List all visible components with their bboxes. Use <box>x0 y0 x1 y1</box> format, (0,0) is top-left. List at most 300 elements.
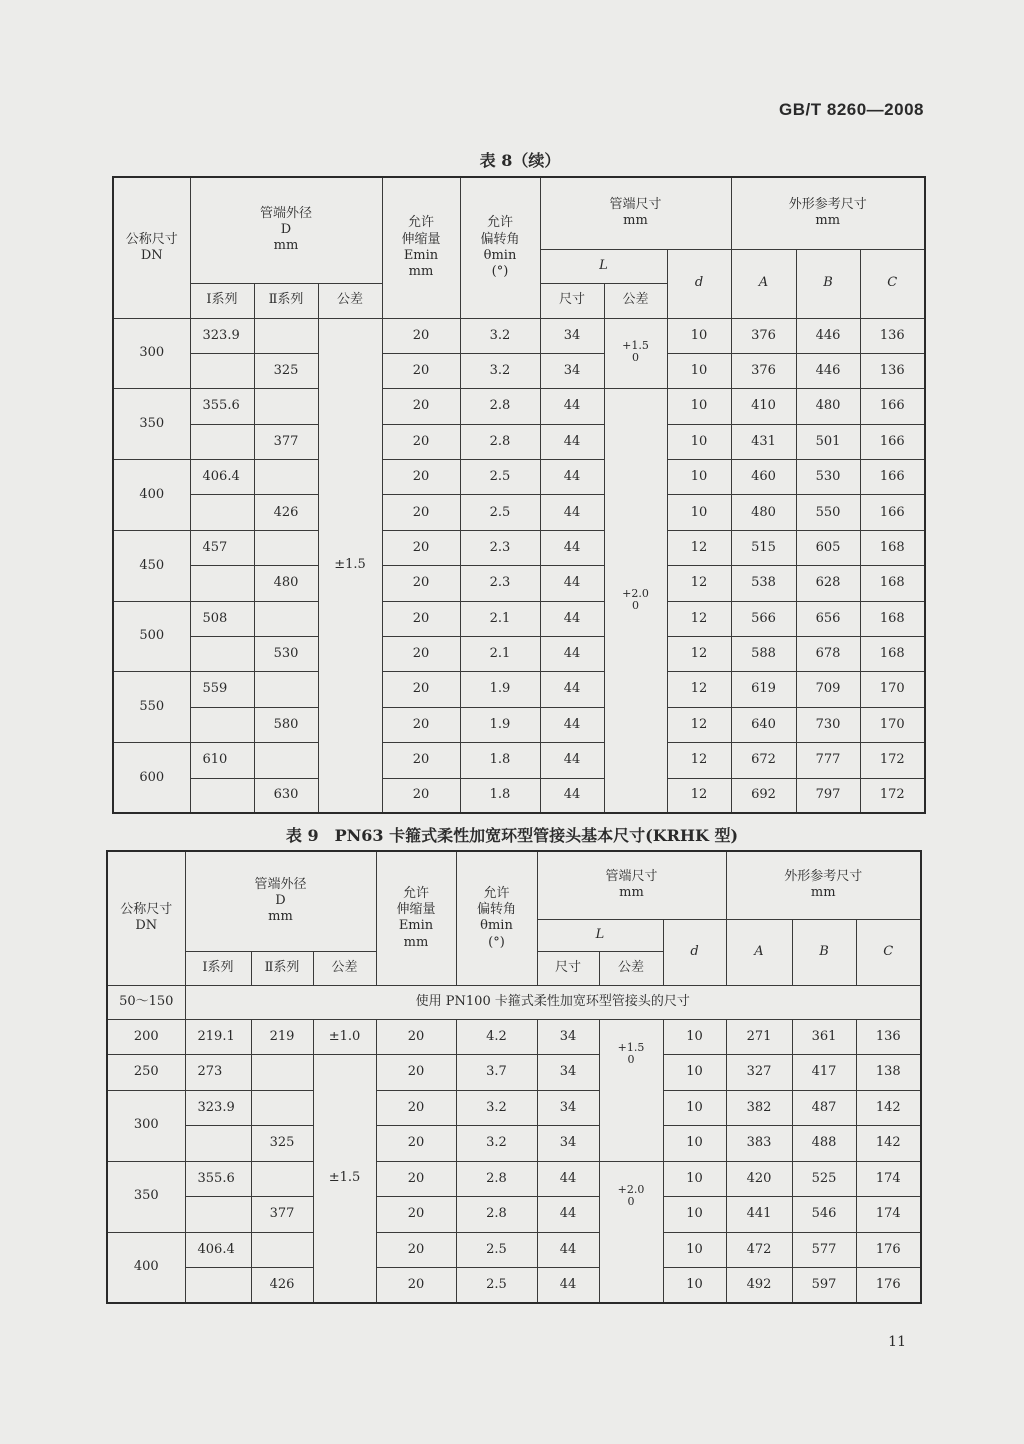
dn-cell: 400 <box>107 1232 185 1303</box>
table9 <box>106 850 922 1304</box>
B-cell: 797 <box>796 778 860 813</box>
series1-cell: 610 <box>190 743 254 778</box>
C-cell: 176 <box>856 1268 921 1304</box>
d-cell: 10 <box>663 1197 726 1233</box>
dn-cell: 250 <box>107 1055 185 1091</box>
deflection-cell: 2.5 <box>456 1232 537 1268</box>
B-cell: 525 <box>792 1161 856 1197</box>
L-size-cell: 44 <box>540 460 604 495</box>
header-pipe-end-line: mm <box>619 885 644 901</box>
header-outline-line: mm <box>810 885 836 901</box>
header-A: A <box>726 919 792 985</box>
header-outer-diameter-line: 管端外径 <box>259 205 312 221</box>
expansion-cell: 20 <box>382 601 460 636</box>
header-dn <box>107 851 185 985</box>
series2-cell <box>254 460 318 495</box>
span-row <box>107 985 921 1019</box>
expansion-cell: 20 <box>382 530 460 565</box>
C-cell: 138 <box>856 1055 921 1091</box>
L-size-cell: 44 <box>540 566 604 601</box>
d-cell: 10 <box>667 495 731 530</box>
series2-cell: 325 <box>254 353 318 388</box>
dn-cell: 450 <box>113 530 190 601</box>
deflection-cell: 1.9 <box>460 672 540 707</box>
standard-code: GB/T 8260—2008 <box>779 100 924 119</box>
d-cell: 10 <box>663 1126 726 1162</box>
B-cell: 417 <box>792 1055 856 1091</box>
L-tolerance-lower: 0 <box>632 351 639 365</box>
series2-cell: 325 <box>251 1126 313 1162</box>
header-dn <box>113 177 190 318</box>
header-deflection-line: 允许 <box>483 885 510 901</box>
L-size-cell: 44 <box>537 1268 599 1304</box>
dn-cell: 350 <box>107 1161 185 1232</box>
L-size-cell: 44 <box>540 495 604 530</box>
expansion-cell: 20 <box>382 743 460 778</box>
C-cell: 168 <box>860 601 925 636</box>
L-size-cell: 44 <box>540 530 604 565</box>
header-outer-diameter-line: 管端外径 <box>254 876 307 892</box>
series2-cell: 426 <box>254 495 318 530</box>
B-cell: 678 <box>796 637 860 672</box>
deflection-cell: 3.2 <box>460 353 540 388</box>
deflection-cell: 1.8 <box>460 778 540 813</box>
header-outer-diameter-line: mm <box>268 909 293 925</box>
series2-cell: 377 <box>251 1197 313 1233</box>
expansion-cell: 20 <box>382 637 460 672</box>
tolerance-cell: ±1.0 <box>313 1019 376 1055</box>
L-size-cell: 44 <box>540 778 604 813</box>
header-outline <box>726 851 921 919</box>
table-row <box>107 1197 921 1233</box>
table8 <box>112 176 926 814</box>
series1-cell: 457 <box>190 530 254 565</box>
series1-cell <box>190 566 254 601</box>
header-pipe-end-line: mm <box>623 213 648 229</box>
d-cell: 12 <box>667 530 731 565</box>
L-size-cell: 34 <box>540 318 604 353</box>
deflection-cell: 2.1 <box>460 637 540 672</box>
A-cell: 410 <box>731 389 796 424</box>
L-tolerance-value <box>618 1184 645 1208</box>
expansion-cell: 20 <box>382 318 460 353</box>
header-series2: Ⅱ系列 <box>251 951 313 985</box>
header-L-size: 尺寸 <box>540 283 604 318</box>
C-cell: 170 <box>860 672 925 707</box>
header-series1: Ⅰ系列 <box>190 283 254 318</box>
header-expansion-line: mm <box>403 934 429 950</box>
header-deflection-line: θmin <box>483 247 517 263</box>
header-dn-line: 公称尺寸 <box>120 902 173 917</box>
header-A: A <box>731 249 796 318</box>
B-cell: 605 <box>796 530 860 565</box>
table-row <box>113 743 925 778</box>
series2-cell <box>254 530 318 565</box>
L-tolerance-cell <box>599 1161 663 1303</box>
B-cell: 446 <box>796 353 860 388</box>
dn-cell: 550 <box>113 672 190 743</box>
deflection-cell: 2.5 <box>460 495 540 530</box>
deflection-cell: 2.5 <box>460 460 540 495</box>
table9-caption: 表 9 PN63 卡箍式柔性加宽环型管接头基本尺寸(KRHK 型) <box>285 826 739 845</box>
table-row <box>107 1126 921 1162</box>
series2-cell <box>254 672 318 707</box>
L-size-cell: 34 <box>537 1055 599 1091</box>
A-cell: 619 <box>731 672 796 707</box>
deflection-cell: 1.9 <box>460 707 540 742</box>
header-deflection-line: 偏转角 <box>480 231 520 247</box>
C-cell: 172 <box>860 778 925 813</box>
series2-cell: 219 <box>251 1019 313 1055</box>
d-cell: 10 <box>663 1055 726 1091</box>
deflection-cell: 3.2 <box>456 1126 537 1162</box>
A-cell: 327 <box>726 1055 792 1091</box>
series2-cell <box>251 1055 313 1091</box>
header-expansion-line: 允许 <box>407 215 434 231</box>
deflection-cell: 2.1 <box>460 601 540 636</box>
table-row <box>113 566 925 601</box>
series2-cell <box>254 601 318 636</box>
C-cell: 166 <box>860 424 925 459</box>
L-size-cell: 44 <box>540 707 604 742</box>
header-outline-line: mm <box>815 213 841 229</box>
table-row <box>113 672 925 707</box>
A-cell: 460 <box>731 460 796 495</box>
table-row <box>113 530 925 565</box>
A-cell: 538 <box>731 566 796 601</box>
series1-cell: 559 <box>190 672 254 707</box>
table-row <box>113 601 925 636</box>
deflection-cell: 2.8 <box>460 424 540 459</box>
header-dn-line: DN <box>140 247 163 263</box>
A-cell: 376 <box>731 318 796 353</box>
C-cell: 176 <box>856 1232 921 1268</box>
L-size-cell: 44 <box>540 424 604 459</box>
deflection-cell: 3.2 <box>456 1090 537 1126</box>
series1-cell: 508 <box>190 601 254 636</box>
table-row <box>113 460 925 495</box>
deflection-cell: 3.7 <box>456 1055 537 1091</box>
dn-cell: 300 <box>113 318 190 389</box>
header-L-tolerance: 公差 <box>599 951 663 985</box>
series1-cell <box>190 778 254 813</box>
header-outer-diameter-line: D <box>275 893 286 909</box>
expansion-cell: 20 <box>376 1197 456 1233</box>
header-expansion-line: 伸缩量 <box>396 902 436 917</box>
header-deflection-line: 允许 <box>486 215 513 231</box>
series2-cell <box>251 1090 313 1126</box>
series1-cell <box>190 495 254 530</box>
deflection-cell: 3.2 <box>460 318 540 353</box>
deflection-cell: 2.3 <box>460 530 540 565</box>
series2-cell <box>254 389 318 424</box>
expansion-cell: 20 <box>382 566 460 601</box>
series2-cell <box>251 1232 313 1268</box>
A-cell: 382 <box>726 1090 792 1126</box>
header-outer-diameter <box>185 851 376 951</box>
expansion-cell: 20 <box>376 1090 456 1126</box>
B-cell: 597 <box>792 1268 856 1304</box>
d-cell: 10 <box>663 1019 726 1055</box>
L-tolerance-value <box>618 1042 645 1066</box>
series1-cell <box>190 637 254 672</box>
L-tolerance-upper: +2.0 <box>622 586 649 600</box>
series1-cell: 323.9 <box>185 1090 251 1126</box>
expansion-cell: 20 <box>376 1161 456 1197</box>
header-C: C <box>856 919 921 985</box>
table-row <box>113 495 925 530</box>
B-cell: 550 <box>796 495 860 530</box>
A-cell: 480 <box>731 495 796 530</box>
B-cell: 730 <box>796 707 860 742</box>
deflection-cell: 2.8 <box>456 1197 537 1233</box>
header-outline-line: 外形参考尺寸 <box>784 869 863 884</box>
d-cell: 10 <box>667 389 731 424</box>
B-cell: 361 <box>792 1019 856 1055</box>
L-tolerance-upper: +1.5 <box>617 1040 645 1054</box>
table-row <box>113 707 925 742</box>
L-tolerance-value <box>622 340 649 364</box>
header-deflection <box>460 177 540 318</box>
deflection-cell: 2.3 <box>460 566 540 601</box>
header-deflection-line: θmin <box>480 918 513 934</box>
header-dn-line: 公称尺寸 <box>125 231 178 247</box>
C-cell: 174 <box>856 1161 921 1197</box>
series1-cell: 323.9 <box>190 318 254 353</box>
L-size-cell: 44 <box>540 601 604 636</box>
table-row <box>113 637 925 672</box>
deflection-cell: 2.8 <box>456 1161 537 1197</box>
d-cell: 12 <box>667 637 731 672</box>
L-size-cell: 44 <box>540 672 604 707</box>
header-outer-diameter <box>190 177 382 283</box>
table-row <box>113 778 925 813</box>
expansion-cell: 20 <box>382 707 460 742</box>
A-cell: 566 <box>731 601 796 636</box>
dn-cell: 200 <box>107 1019 185 1055</box>
deflection-cell: 2.8 <box>460 389 540 424</box>
series1-cell: 355.6 <box>190 389 254 424</box>
header-expansion <box>382 177 460 318</box>
deflection-cell: 4.2 <box>456 1019 537 1055</box>
C-cell: 136 <box>860 318 925 353</box>
series2-cell <box>254 318 318 353</box>
B-cell: 628 <box>796 566 860 601</box>
A-cell: 692 <box>731 778 796 813</box>
C-cell: 166 <box>860 495 925 530</box>
B-cell: 480 <box>796 389 860 424</box>
C-cell: 166 <box>860 389 925 424</box>
expansion-cell: 20 <box>382 460 460 495</box>
series2-cell: 580 <box>254 707 318 742</box>
L-tolerance-lower: 0 <box>627 1194 635 1208</box>
d-cell: 12 <box>667 566 731 601</box>
expansion-cell: 20 <box>382 778 460 813</box>
L-tolerance-cell <box>604 389 667 814</box>
series2-cell <box>251 1161 313 1197</box>
A-cell: 441 <box>726 1197 792 1233</box>
d-cell: 10 <box>667 353 731 388</box>
B-cell: 488 <box>792 1126 856 1162</box>
deflection-cell: 2.5 <box>456 1268 537 1304</box>
C-cell: 166 <box>860 460 925 495</box>
d-cell: 12 <box>667 601 731 636</box>
series2-cell <box>254 743 318 778</box>
deflection-cell: 1.8 <box>460 743 540 778</box>
A-cell: 672 <box>731 743 796 778</box>
expansion-cell: 20 <box>382 672 460 707</box>
header-B: B <box>792 919 856 985</box>
A-cell: 271 <box>726 1019 792 1055</box>
B-cell: 530 <box>796 460 860 495</box>
C-cell: 168 <box>860 637 925 672</box>
table-row <box>107 1055 921 1091</box>
A-cell: 492 <box>726 1268 792 1304</box>
header-L-size: 尺寸 <box>537 951 599 985</box>
header-pipe-end <box>540 177 731 249</box>
B-cell: 546 <box>792 1197 856 1233</box>
L-tolerance-value <box>622 588 649 612</box>
header-pipe-end <box>537 851 726 919</box>
series1-cell: 219.1 <box>185 1019 251 1055</box>
table8-caption: 表 8（续） <box>479 151 561 170</box>
L-tolerance-lower: 0 <box>632 598 639 612</box>
table-row <box>107 1019 921 1055</box>
table-row <box>113 389 925 424</box>
header-expansion-line: 允许 <box>402 885 429 901</box>
header-pipe-end-line: 管端尺寸 <box>609 197 662 212</box>
series1-cell <box>185 1268 251 1304</box>
L-tolerance-upper: +2.0 <box>617 1182 645 1196</box>
C-cell: 142 <box>856 1126 921 1162</box>
d-cell: 12 <box>667 778 731 813</box>
table-row <box>107 1090 921 1126</box>
page-number: 11 <box>888 1334 906 1350</box>
L-tolerance-lower: 0 <box>627 1052 635 1066</box>
header-d: d <box>663 919 726 985</box>
B-cell: 656 <box>796 601 860 636</box>
dn-cell: 600 <box>113 743 190 814</box>
header-pipe-end-line: 管端尺寸 <box>605 869 658 884</box>
d-cell: 10 <box>667 460 731 495</box>
header-tolerance: 公差 <box>313 951 376 985</box>
series2-cell: 630 <box>254 778 318 813</box>
header-d: d <box>667 249 731 318</box>
L-tolerance-cell <box>604 318 667 389</box>
header-deflection-line: (°) <box>491 264 509 279</box>
table-row <box>113 318 925 353</box>
table-row <box>113 353 925 388</box>
L-size-cell: 44 <box>537 1232 599 1268</box>
header-expansion <box>376 851 456 985</box>
dn-cell: 300 <box>107 1090 185 1161</box>
C-cell: 136 <box>856 1019 921 1055</box>
A-cell: 420 <box>726 1161 792 1197</box>
d-cell: 10 <box>663 1232 726 1268</box>
d-cell: 10 <box>667 318 731 353</box>
header-outline-line: 外形参考尺寸 <box>788 197 867 212</box>
A-cell: 588 <box>731 637 796 672</box>
header-deflection-line: 偏转角 <box>476 902 516 917</box>
expansion-cell: 20 <box>382 495 460 530</box>
expansion-cell: 20 <box>382 353 460 388</box>
C-cell: 142 <box>856 1090 921 1126</box>
L-tolerance-cell <box>599 1019 663 1161</box>
B-cell: 501 <box>796 424 860 459</box>
L-size-cell: 44 <box>537 1161 599 1197</box>
A-cell: 515 <box>731 530 796 565</box>
B-cell: 577 <box>792 1232 856 1268</box>
header-L-tolerance: 公差 <box>604 283 667 318</box>
header-expansion-line: mm <box>408 264 434 279</box>
header-deflection-line: (°) <box>488 934 505 950</box>
header-expansion-line: Emin <box>398 918 434 934</box>
header-deflection <box>456 851 537 985</box>
L-size-cell: 34 <box>537 1090 599 1126</box>
L-size-cell: 34 <box>537 1019 599 1055</box>
C-cell: 168 <box>860 566 925 601</box>
series1-cell: 406.4 <box>190 460 254 495</box>
header-series2: Ⅱ系列 <box>254 283 318 318</box>
header-series1: Ⅰ系列 <box>185 951 251 985</box>
C-cell: 136 <box>860 353 925 388</box>
L-size-cell: 34 <box>540 353 604 388</box>
A-cell: 383 <box>726 1126 792 1162</box>
B-cell: 777 <box>796 743 860 778</box>
expansion-cell: 20 <box>376 1019 456 1055</box>
header-outline <box>731 177 925 249</box>
B-cell: 446 <box>796 318 860 353</box>
A-cell: 376 <box>731 353 796 388</box>
L-size-cell: 44 <box>540 743 604 778</box>
header-B: B <box>796 249 860 318</box>
series1-cell <box>185 1126 251 1162</box>
header-dn-line: DN <box>135 918 158 934</box>
table-row <box>107 1268 921 1304</box>
header-outer-diameter-line: D <box>280 222 292 238</box>
series2-cell: 377 <box>254 424 318 459</box>
dn-cell: 400 <box>113 460 190 531</box>
expansion-cell: 20 <box>376 1268 456 1304</box>
dn-cell: 350 <box>113 389 190 460</box>
series2-cell: 480 <box>254 566 318 601</box>
A-cell: 640 <box>731 707 796 742</box>
series1-cell <box>185 1197 251 1233</box>
A-cell: 472 <box>726 1232 792 1268</box>
tolerance-cell: ±1.5 <box>313 1055 376 1304</box>
expansion-cell: 20 <box>382 389 460 424</box>
d-cell: 10 <box>663 1161 726 1197</box>
d-cell: 10 <box>667 424 731 459</box>
L-size-cell: 34 <box>537 1126 599 1162</box>
expansion-cell: 20 <box>376 1055 456 1091</box>
series1-cell: 355.6 <box>185 1161 251 1197</box>
B-cell: 487 <box>792 1090 856 1126</box>
dn-cell: 500 <box>113 601 190 672</box>
header-L: L <box>540 249 667 283</box>
series2-cell: 426 <box>251 1268 313 1304</box>
C-cell: 168 <box>860 530 925 565</box>
expansion-cell: 20 <box>376 1126 456 1162</box>
expansion-cell: 20 <box>382 424 460 459</box>
C-cell: 174 <box>856 1197 921 1233</box>
L-size-cell: 44 <box>540 389 604 424</box>
table-row <box>107 1161 921 1197</box>
series1-cell <box>190 424 254 459</box>
d-cell: 10 <box>663 1090 726 1126</box>
d-cell: 12 <box>667 707 731 742</box>
table-row <box>107 1232 921 1268</box>
